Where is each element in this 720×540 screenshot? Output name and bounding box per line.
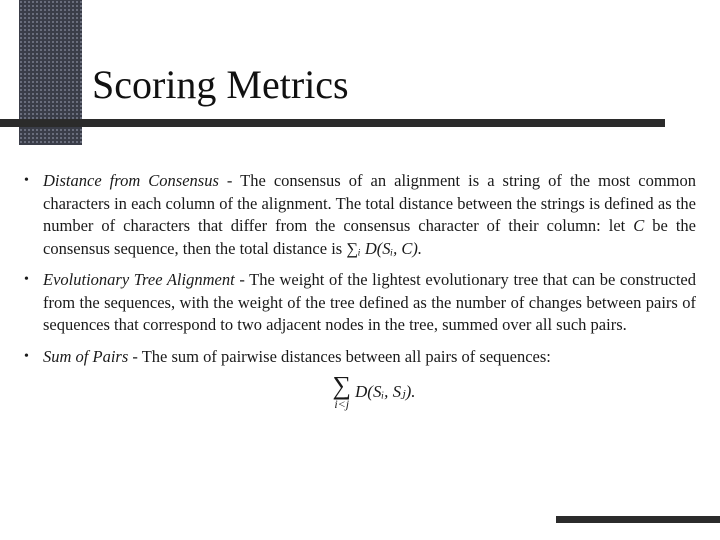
bullet-item-distance-from-consensus <box>24 170 696 260</box>
bullet-item-evolutionary-tree-alignment <box>24 269 696 337</box>
bullet-text: - The sum of pairwise distances between all pairs of sequences: <box>128 346 551 366</box>
bullet-icon: • <box>24 173 29 188</box>
bullet-term: Distance from Consensus <box>43 171 219 190</box>
total-distance-formula: ∑ᵢ D(Sᵢ, C). <box>346 238 422 258</box>
bullet-text: - The consensus of an alignment is a string of the most common characters in each column of the alignment. The total distance between the strings is defined as the number of characters that differ from the consensus character of their column: let <box>43 171 696 235</box>
bullet-item-sum-of-pairs <box>24 346 696 369</box>
variable-c: C <box>633 216 645 235</box>
bullet-text-continued: be the consensus sequence, then the total distance is <box>43 216 696 258</box>
bullet-list <box>24 170 696 410</box>
sigma-symbol: ∑ <box>332 371 351 400</box>
bullet-icon: • <box>24 272 29 287</box>
bullet-icon: • <box>24 348 29 364</box>
summation-subscript: i<j <box>334 397 350 411</box>
slide-title: Scoring Metrics <box>92 62 349 107</box>
summation-expression: D(Sᵢ, Sⱼ). <box>355 381 416 401</box>
summation-operator <box>332 371 351 411</box>
title-underline-bar <box>0 119 665 127</box>
sum-of-pairs-formula <box>24 371 696 411</box>
bullet-term: Evolutionary Tree Alignment <box>43 270 235 289</box>
bullet-term: Sum of Pairs <box>43 346 129 366</box>
footer-bar <box>556 516 720 523</box>
bullet-text: - The weight of the lightest evolutionary tree that can be constructed from the sequences, with the weight of the tree defined as the number of changes between pairs of sequences that correspond to two adjacent nodes in the tree, summed over all such pairs. <box>43 270 696 334</box>
